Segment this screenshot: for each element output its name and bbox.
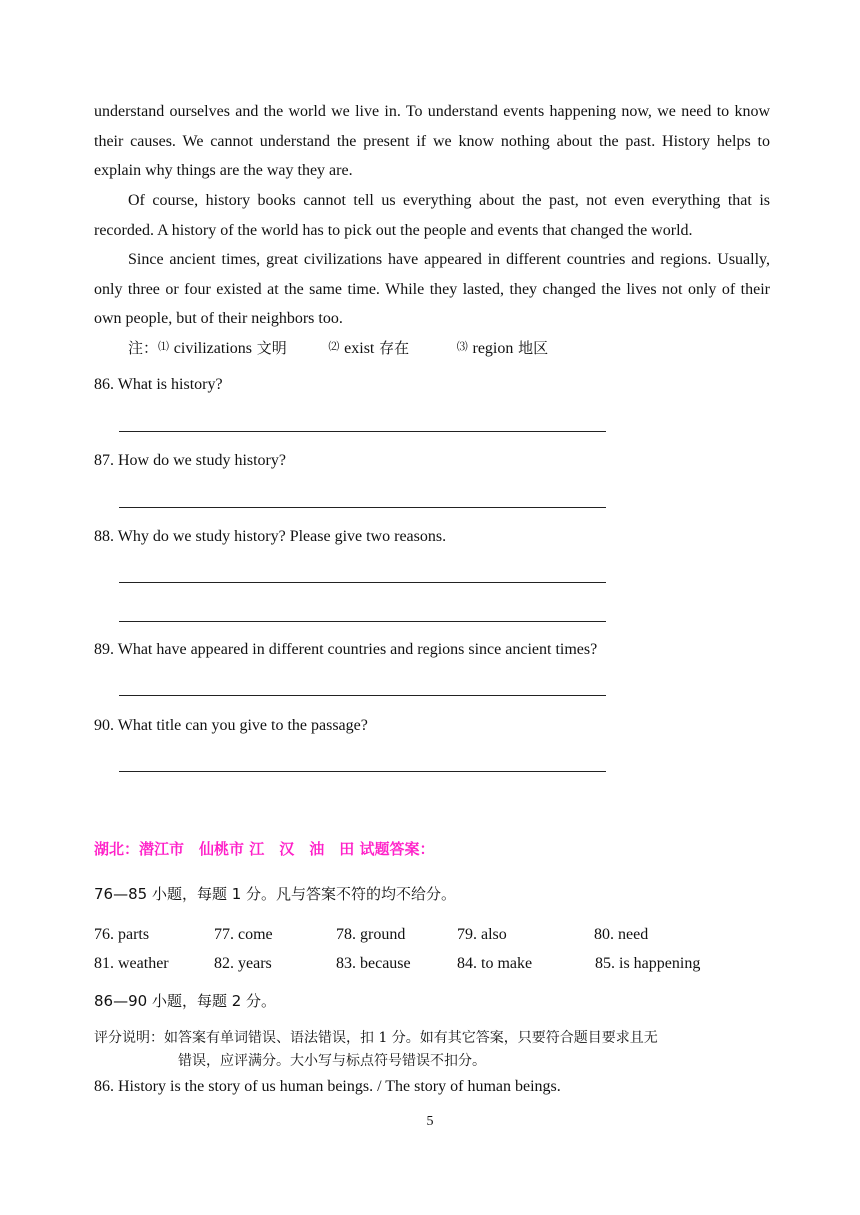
answer-line-86[interactable] <box>119 431 606 432</box>
answer-86-text: 86. History is the story of us human beings. / The story of human beings. <box>94 1078 561 1095</box>
part1-heading: 76—85 小题，每题 1 分。凡与答案不符的均不给分。 <box>94 885 457 903</box>
answer-81: 81. weather <box>94 955 169 972</box>
passage-paragraph-2: Of course, history books cannot tell us everything about the past, not even everything that is recorded. A history of the world has to pick out the people and events that changed the world. <box>94 192 770 239</box>
scoring-line-2: 错误，应评满分。大小写与标点符号错误不扣分。 <box>178 1053 486 1069</box>
note-3-word: region <box>472 340 514 357</box>
answer-line-87[interactable] <box>119 507 606 508</box>
answer-78: 78. ground <box>336 926 406 943</box>
scoring-line-1: 评分说明：如答案有单词错误、语法错误，扣 1 分。如有其它答案，只要符合题目要求且无 <box>94 1030 658 1046</box>
answers-section-title: 湖北：潜江市 仙桃市 江 汉 油 田 试题答案： <box>94 840 435 858</box>
scoring-notes <box>94 1027 774 1073</box>
question-88: 88. Why do we study history? Please give two reasons. <box>94 528 447 545</box>
note-2-word: exist <box>344 340 375 357</box>
note-1-meaning: 文明 <box>256 339 287 357</box>
question-86: 86. What is history? <box>94 376 223 393</box>
notes-label: 注： <box>128 339 159 357</box>
passage-paragraph-3: Since ancient times, great civilizations have appeared in different countries and regions. Usually, only three or four existed at the same time. While they lasted, they changed the lives not only of their own people, but of their neighbors too. <box>94 251 770 328</box>
note-3-mark: ⑶ <box>456 340 468 353</box>
question-87: 87. How do we study history? <box>94 452 286 469</box>
answer-79: 79. also <box>457 926 507 943</box>
answer-80: 80. need <box>594 926 649 943</box>
note-1-word: civilizations <box>173 340 252 357</box>
answer-line-88a[interactable] <box>119 582 606 583</box>
answer-83: 83. because <box>336 955 411 972</box>
note-2-mark: ⑵ <box>328 340 340 353</box>
part2-heading: 86—90 小题，每题 2 分。 <box>94 992 277 1010</box>
answer-76: 76. parts <box>94 926 150 943</box>
note-3-meaning: 地区 <box>518 339 549 357</box>
answer-line-89[interactable] <box>119 695 606 696</box>
note-1-mark: ⑴ <box>158 340 170 353</box>
question-90: 90. What title can you give to the passage? <box>94 717 368 734</box>
answer-82: 82. years <box>214 955 272 972</box>
answer-84: 84. to make <box>457 955 533 972</box>
passage-paragraph-1: understand ourselves and the world we live in. To understand events happening now, we need to know their causes. We cannot understand the present if we know nothing about the past. History helps to explain why things are the way they are. <box>94 103 770 180</box>
question-89: 89. What have appeared in different countries and regions since ancient times? <box>94 641 598 658</box>
answer-line-90[interactable] <box>119 771 606 772</box>
vocabulary-notes <box>128 337 548 358</box>
page-number: 5 <box>426 1114 434 1129</box>
note-2-meaning: 存在 <box>379 339 410 357</box>
answer-line-88b[interactable] <box>119 621 606 622</box>
answer-77: 77. come <box>214 926 273 943</box>
answer-85: 85. is happening <box>595 955 701 972</box>
